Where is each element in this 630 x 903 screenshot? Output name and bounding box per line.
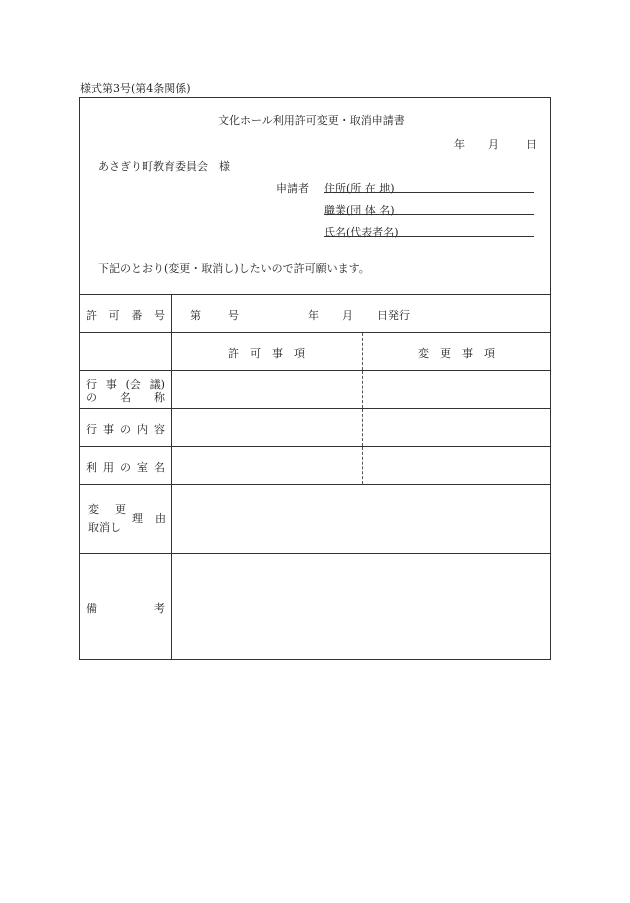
label-char: の: [120, 461, 131, 474]
room-name-label: [80, 447, 172, 484]
label-char: 行: [86, 423, 97, 436]
label-char: 備: [86, 602, 97, 615]
date-month: 月: [488, 138, 499, 151]
label-char: 由: [155, 512, 166, 525]
remarks-label: [80, 554, 172, 659]
label-char: 更: [115, 503, 126, 516]
permit-year: 年: [308, 309, 319, 322]
label-char: 号: [153, 309, 165, 322]
dashed-divider: [362, 333, 363, 370]
date-year: 年: [454, 138, 465, 151]
applicant-label: 申請者: [276, 182, 309, 195]
form-code: 様式第3号(第4条関係): [80, 82, 191, 95]
application-form: [79, 97, 551, 660]
cancel-label: 取消し: [88, 521, 121, 534]
label-char: 称: [154, 391, 165, 404]
event-content-row: [80, 409, 550, 447]
remarks-row: [80, 554, 550, 659]
address-label: 住所(所 在 地): [324, 182, 395, 195]
permit-number-row: [80, 295, 550, 333]
dashed-divider: [362, 409, 363, 446]
room-name-row: [80, 447, 550, 485]
occupation-label: 職業(団 体 名): [324, 204, 395, 217]
permit-issued: 日発行: [377, 309, 410, 322]
label-char: 用: [103, 461, 114, 474]
items-header-row: [80, 333, 550, 371]
addressee: あさぎり町教育委員会 様: [98, 160, 230, 173]
form-title: 文化ホール利用許可変更・取消申請書: [218, 114, 405, 127]
label-char: 室: [137, 461, 148, 474]
event-name-row: [80, 371, 550, 409]
changed-items-header: 変 更 事 項: [418, 347, 495, 360]
label-char: 名: [120, 391, 131, 404]
address-line[interactable]: [324, 192, 534, 193]
label-char: 事: [105, 378, 117, 391]
date-day: 日: [526, 138, 537, 151]
name-label: 氏名(代表者名): [324, 226, 399, 239]
reason-word: [132, 510, 166, 526]
label-char: 番: [131, 309, 143, 322]
name-line[interactable]: [324, 236, 534, 237]
label-char: 名: [154, 461, 165, 474]
permit-month: 月: [342, 309, 353, 322]
event-name-label: [80, 371, 172, 408]
label-char: 議): [149, 378, 165, 391]
label-char: の: [120, 423, 131, 436]
label-char: 変: [88, 503, 99, 516]
blank-label-cell: [80, 333, 172, 370]
label-char: 行: [86, 378, 97, 391]
permit-no-prefix: 第: [190, 309, 201, 322]
label-char: 可: [108, 309, 120, 322]
label-char: 理: [132, 512, 143, 525]
reason-label: [80, 485, 172, 553]
dashed-divider: [362, 447, 363, 484]
label-char: 内: [137, 423, 148, 436]
label-char: 利: [86, 461, 97, 474]
permit-no-suffix: 号: [228, 309, 239, 322]
change-label: [88, 501, 126, 517]
label-char: 容: [154, 423, 165, 436]
label-char: 考: [154, 602, 165, 615]
permit-number-label: [80, 295, 172, 332]
dashed-divider: [362, 371, 363, 408]
application-header: [80, 98, 550, 295]
label-char: 許: [86, 309, 97, 322]
request-text: 下記のとおり(変更・取消し)したいので許可願います。: [98, 262, 370, 275]
reason-row: [80, 485, 550, 554]
event-content-label: [80, 409, 172, 446]
permitted-items-header: 許 可 事 項: [228, 347, 305, 360]
occupation-line[interactable]: [324, 214, 534, 215]
label-char: (会: [125, 378, 141, 391]
label-char: の: [86, 391, 97, 404]
label-char: 事: [103, 423, 114, 436]
